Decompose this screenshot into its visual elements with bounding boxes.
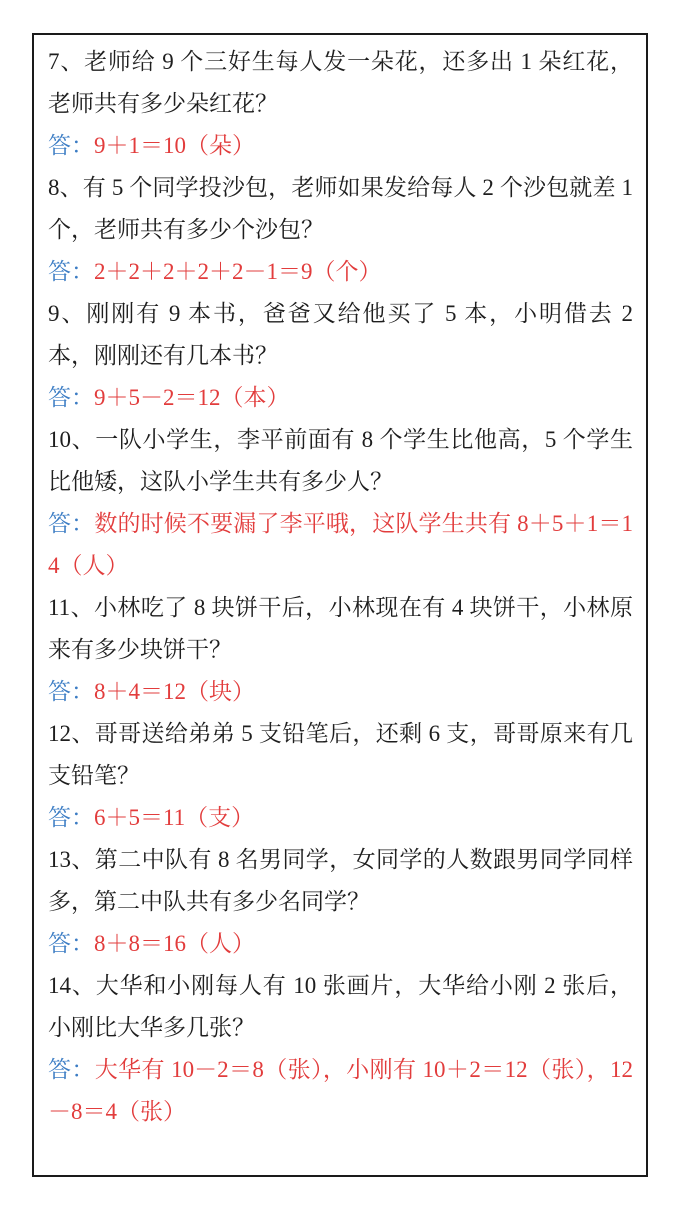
qa-item-10	[48, 419, 633, 587]
answer-text: 2＋2＋2＋2＋2－1＝9（个）	[94, 259, 382, 284]
qa-item-11	[48, 587, 633, 713]
answer-text: 数的时候不要漏了李平哦，这队学生共有 8＋5＋1＝14（人）	[48, 511, 634, 578]
question-text: 12、哥哥送给弟弟 5 支铅笔后，还剩 6 支，哥哥原来有几支铅笔？	[48, 721, 633, 788]
answer-line	[48, 125, 633, 167]
answer-label: 答：	[48, 385, 94, 410]
qa-item-9	[48, 293, 633, 419]
answer-label: 答：	[48, 259, 94, 284]
answer-text: 6＋5＝11（支）	[94, 805, 255, 830]
answer-line	[48, 1049, 633, 1133]
answer-label: 答：	[48, 931, 94, 956]
qa-item-7	[48, 41, 633, 167]
question-text: 7、老师给 9 个三好生每人发一朵花，还多出 1 朵红花，老师共有多少朵红花？	[48, 49, 633, 116]
answer-text: 9＋5－2＝12（本）	[94, 385, 290, 410]
qa-item-12	[48, 713, 633, 839]
answer-label: 答：	[48, 805, 94, 830]
answer-line	[48, 251, 633, 293]
answer-text: 9＋1＝10（朵）	[94, 133, 255, 158]
answer-line	[48, 923, 633, 965]
answer-line	[48, 797, 633, 839]
answer-label: 答：	[48, 133, 94, 158]
answer-text: 大华有 10－2＝8（张），小刚有 10＋2＝12（张），12－8＝4（张）	[48, 1057, 634, 1124]
qa-item-14	[48, 965, 633, 1133]
question-text: 9、刚刚有 9 本书，爸爸又给他买了 5 本，小明借去 2 本，刚刚还有几本书？	[48, 301, 633, 368]
answer-label: 答：	[48, 1057, 95, 1082]
answer-line	[48, 503, 633, 587]
question-text: 11、小林吃了 8 块饼干后，小林现在有 4 块饼干，小林原来有多少块饼干？	[48, 595, 633, 662]
answer-label: 答：	[48, 679, 94, 704]
worksheet-page	[32, 33, 648, 1177]
question-text: 8、有 5 个同学投沙包，老师如果发给每人 2 个沙包就差 1 个，老师共有多少个沙包？	[48, 175, 633, 242]
question-text: 13、第二中队有 8 名男同学，女同学的人数跟男同学同样多，第二中队共有多少名同学？	[48, 847, 633, 914]
answer-line	[48, 671, 633, 713]
qa-item-8	[48, 167, 633, 293]
question-text: 14、大华和小刚每人有 10 张画片，大华给小刚 2 张后，小刚比大华多几张？	[48, 973, 633, 1040]
answer-text: 8＋4＝12（块）	[94, 679, 255, 704]
answer-line	[48, 377, 633, 419]
answer-label: 答：	[48, 511, 95, 536]
question-text: 10、一队小学生，李平前面有 8 个学生比他高，5 个学生比他矮，这队小学生共有多少人？	[48, 427, 634, 494]
qa-item-13	[48, 839, 633, 965]
answer-text: 8＋8＝16（人）	[94, 931, 255, 956]
